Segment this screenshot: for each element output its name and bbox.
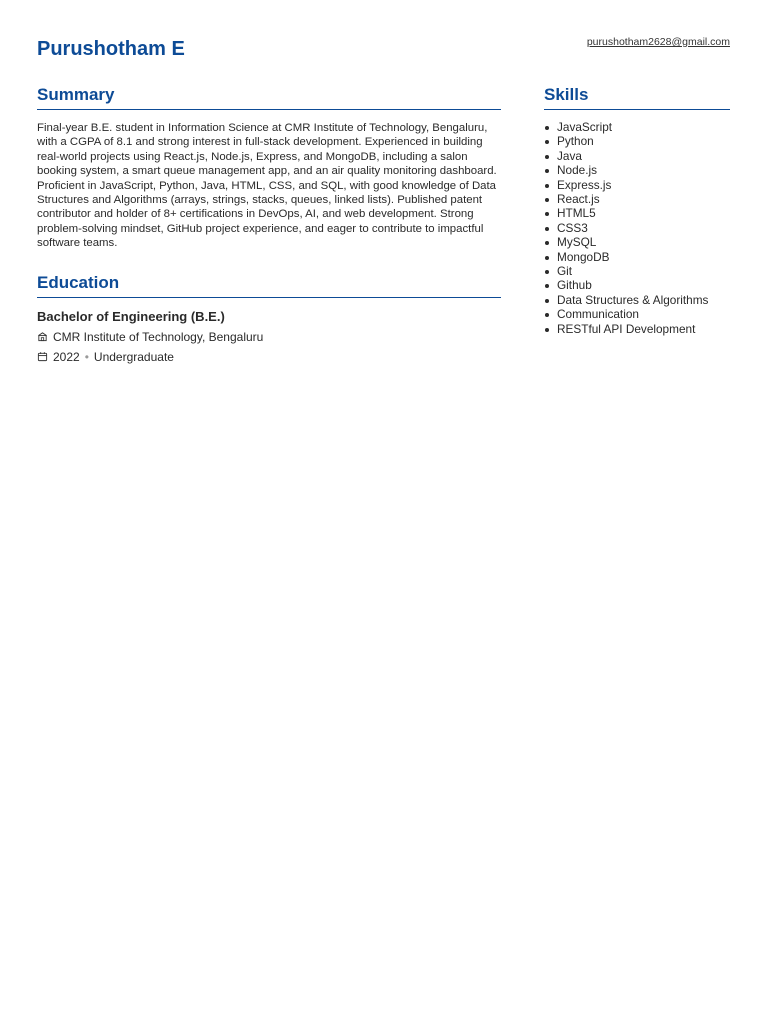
skill-item: HTML5 (544, 206, 730, 220)
education-section (37, 272, 501, 365)
skill-item: Git (544, 264, 730, 278)
summary-heading: Summary (37, 84, 501, 110)
skill-item: Python (544, 134, 730, 148)
summary-paragraph: Proficient in JavaScript, Python, Java, HTML, CSS, and SQL, with good knowledge of Data Structures and Algorithms (arrays, strings, stacks, queues, linked lists). Published patent contributor and holder of 8+ certifications in DevOps, AI, and web development. Strong problem-solving mindset, GitHub project experience, and eager to contribute to impactful software teams. (37, 179, 497, 250)
summary-text (37, 121, 501, 251)
candidate-name: Purushotham E (37, 38, 185, 60)
date-line (37, 349, 501, 365)
calendar-icon (37, 351, 48, 362)
right-column (544, 84, 730, 336)
summary-paragraph: Final-year B.E. student in Information Science at CMR Institute of Technology, Bengaluru, with a CGPA of 8.1 and strong interest in full-stack development. Experienced in building real-world projects using React.js, Node.js, Express, and MongoDB, including a salon booking system, a smart queue management app, and an air quality monitoring dashboard. (37, 122, 497, 178)
summary-section (37, 84, 501, 251)
separator-dot: • (84, 349, 89, 364)
skill-item: MySQL (544, 235, 730, 249)
education-year: 2022 (53, 349, 80, 364)
skill-item: Node.js (544, 163, 730, 177)
skills-section (544, 84, 730, 336)
institution-name: CMR Institute of Technology, Bengaluru (53, 329, 264, 344)
skill-item: Java (544, 149, 730, 163)
degree-title: Bachelor of Engineering (B.E.) (37, 308, 225, 324)
skill-item: Data Structures & Algorithms (544, 293, 730, 307)
skill-item: Github (544, 278, 730, 292)
skill-item: MongoDB (544, 250, 730, 264)
education-heading: Education (37, 272, 501, 298)
skill-item: Express.js (544, 178, 730, 192)
skill-item: RESTful API Development (544, 322, 730, 336)
skills-list (544, 120, 730, 336)
institution-line (37, 329, 501, 345)
skill-item: CSS3 (544, 221, 730, 235)
institution-icon (37, 331, 48, 342)
left-column (37, 84, 501, 365)
skill-item: Communication (544, 307, 730, 321)
skills-heading: Skills (544, 84, 730, 110)
email-link[interactable]: purushotham2628@gmail.com (586, 36, 730, 48)
skill-item: React.js (544, 192, 730, 206)
skill-item: JavaScript (544, 120, 730, 134)
education-status: Undergraduate (93, 349, 174, 364)
